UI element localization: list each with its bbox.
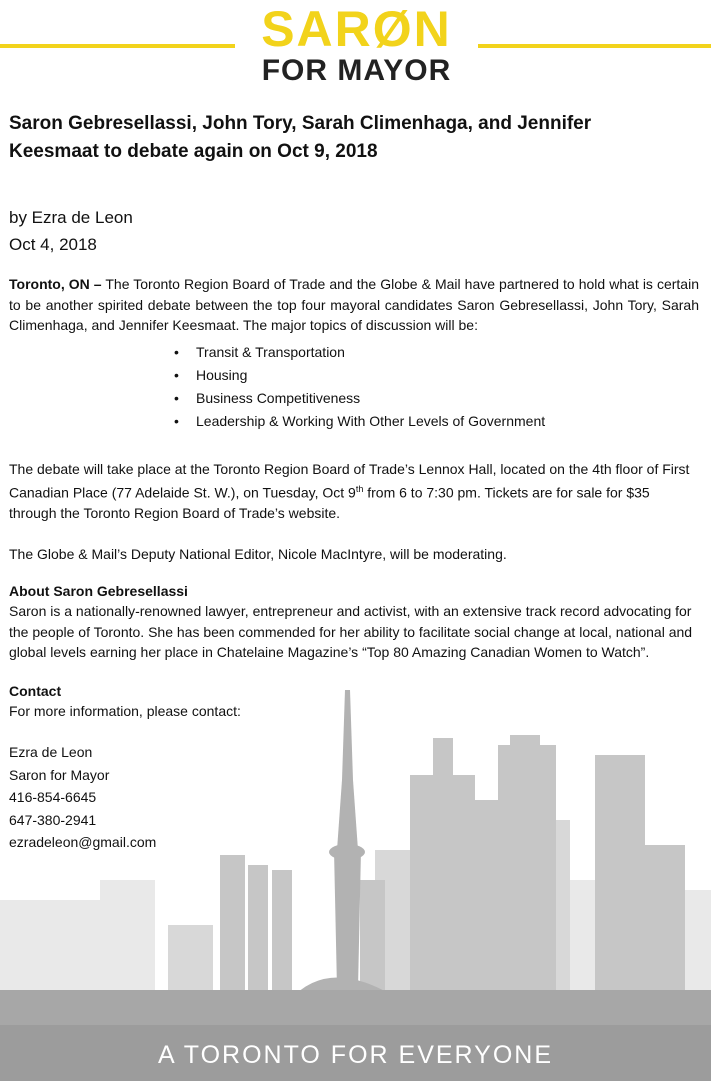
intro-text: The Toronto Region Board of Trade and the Globe & Mail have partnered to hold what is certain to be another spirited debate between the top four mayoral candidates Saron Gebresellassi, John Tory, Sarah Climenhaga, and Jennifer Keesmaat. The major topics of discussion will be: [9, 276, 699, 333]
venue-paragraph [9, 459, 699, 524]
footer-tagline: A TORONTO FOR EVERYONE [157, 1041, 553, 1069]
contact-phone-alt: 647-380-2941 [9, 811, 97, 828]
contact-organization: Saron for Mayor [9, 766, 110, 783]
dateline: Toronto, ON – [9, 276, 102, 292]
intro-paragraph [9, 274, 699, 336]
contact-phone: 416-854-6645 [9, 789, 97, 806]
logo-wordmark: SARØN [261, 1, 452, 57]
header [0, 0, 711, 100]
contact-details [9, 741, 699, 854]
headline [9, 110, 699, 166]
contact-intro: For more information, please contact: [9, 702, 241, 719]
about-paragraph: Saron is a nationally-renowned lawyer, entrepreneur and activist, with an extensive track record advocating for the people of Toronto. She has been commended for her ability to facilitate social change at local, national and global levels earning her place in Chatelaine Magazine’s “Top 80 Amazing Canadian Women to Watch”. [9, 603, 693, 661]
contact-name: Ezra de Leon [9, 744, 93, 761]
header-rule-right [478, 44, 711, 48]
byline [9, 204, 699, 258]
about-heading: About Saron Gebresellassi [9, 583, 188, 600]
venue-ordinal: th [355, 484, 364, 494]
header-rule-left [0, 44, 235, 48]
press-release [9, 110, 699, 854]
topic-item: • Transit & Transportation [174, 341, 699, 364]
topic-item: • Leadership & Working With Other Levels of Government [174, 410, 699, 433]
venue-text-b: from 6 to 7:30 pm. Tickets are for sale for $35 through the Toronto Region Board of Trade’s website. [9, 484, 650, 522]
topic-item: • Business Competitiveness [174, 387, 699, 410]
logo-subtitle: FOR MAYOR [261, 54, 452, 87]
contact-heading: Contact [9, 682, 62, 699]
author: by Ezra de Leon [9, 208, 133, 227]
topics-list [9, 341, 699, 433]
topic-item: • Housing [174, 364, 699, 387]
contact-email: ezradeleon@gmail.com [9, 834, 157, 851]
headline-line-1: Saron Gebresellassi, John Tory, Sarah Climenhaga, and Jennifer [9, 113, 592, 134]
moderator-paragraph: The Globe & Mail’s Deputy National Editor, Nicole MacIntyre, will be moderating. [9, 545, 507, 562]
headline-line-2: Keesmaat to debate again on Oct 9, 2018 [9, 141, 378, 162]
publish-date: Oct 4, 2018 [9, 235, 97, 254]
venue-text-a: The debate will take place at the Toronto Region Board of Trade’s Lennox Hall, located on the 4th floor of First Canadian Place (77 Adelaide St. W.), on Tuesday, Oct 9 [9, 460, 690, 501]
